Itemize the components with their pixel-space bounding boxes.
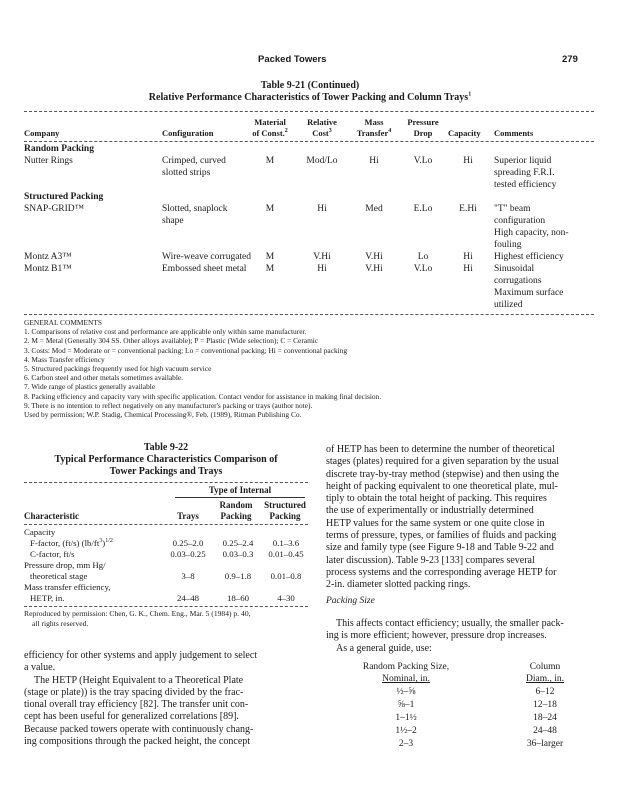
col-header-configuration: Configuration [162,128,214,138]
configuration-cell: Embossed sheet metal [162,264,247,274]
size-cell: 1½–2 [395,726,417,736]
company-cell: Montz A3™ [24,252,72,262]
left-column-text: efficiency for other systems and apply judgement to select a value. The HETP (Height Equivalent to a Theoretical Plate (stage or plate)) is the tray spacing divided by the frac- tional overall tray efficiency [82]. The transfer unit con- cept has been useful for generalized correlations [89]. Because packed towers operate with continuously chang- ing compositions through the packed height, the concept [24,650,258,748]
table-title: Table 9-22 [143,442,189,453]
pressure-drop-cell: Lo [417,252,429,262]
cost-cell: Hi [317,204,327,214]
row-label: C-factor, ft/s [30,549,75,559]
row-label: Capacity [24,527,56,537]
capacity-cell: Hi [463,156,473,166]
company-cell: Montz B1™ [24,264,72,274]
table-notes: GENERAL COMMENTS 1. Comparisons of relative cost and performance are applicable only within same manufacturer. 2. M = Metal (Generally 304 SS. Other alloys available); P = Plastic (Wide selection); C = Ceramic 3. Costs: Mod = Moderate or = conventional packing; Lo = conventional packing; Hi = conventional packing 4. Mass Transfer efficiency 5. Structured packings frequently used for high vacuum service 6. Carbon steel and other metals sometimes available. 7. Wide range of plastics generally available 8. Packing efficiency and capacity vary with specific application. Contact vendor for assistance in making final decision. 9. There is no intention to reflect negatively on any manufacturer's packing or trays (author note). Used by permission; W.P. Stadig, Chemical Processing®, Feb. (1989), Ritman Publishing Co. [24,318,382,420]
running-header: Packed Towers [258,54,327,65]
section-heading: Structured Packing [24,192,104,202]
trays-cell: 0.03–0.25 [170,549,206,559]
table-subtitle: Typical Performance Characteristics Comparison of [54,454,278,465]
trays-cell: 0.25–2.0 [172,538,204,548]
col-header-structured-packing: Structured Packing [264,500,306,521]
col-header-pressure-drop: Pressure Drop [407,117,439,138]
random-cell: 0.25–2.4 [222,538,254,548]
company-cell: SNAP-GRID™ [24,204,84,214]
row-label: Pressure drop, mm Hg/ [24,560,106,570]
page-number: 279 [562,54,578,65]
table-subtitle: Relative Performance Characteristics of Tower Packing and Column Trays$^1$ [148,91,472,103]
divider [24,314,594,315]
diameter-cell: 18–24 [533,713,557,723]
group-header: Type of Internal [208,485,272,495]
comments-cell: Superior liquid spreading F.R.I. tested efficiency [494,156,557,190]
mass-transfer-cell: V.Hi [365,264,383,274]
section-heading: Packing Size [326,596,375,606]
diameter-cell: 6–12 [535,687,555,697]
right-column-text: of HETP has been to determine the number of theoretical stages (plates) required for a given separation by the usual discrete tray-by-tray method (stepwise) and then using the height of packing equivalent to one theoretical plate, mul- tiply to obtain the total height of packing. This requires the use of experimentally or industrially determined HETP values for the same system or one quite close in terms of pressure, types, or families of fluids and packing size and family type (see Figure 9-18 and Table 9-22 and later discussion). Table 9-23 [133] compares several process systems and the corresponding average HETP for 2-in. diameter slotted packing rings. [326,444,559,591]
col-header-comments: Comments [494,128,534,138]
mass-transfer-cell: Hi [369,156,379,166]
company-cell: Nutter Rings [24,156,73,166]
row-label: HETP, in. [30,593,65,603]
material-cell: M [265,204,275,214]
configuration-cell: Crimped, curved slotted strips [162,156,226,178]
divider [24,524,308,525]
divider [175,497,305,498]
random-cell: 0.03–0.3 [222,549,254,559]
size-cell: 2–3 [398,739,414,749]
col-header-relative-cost: Relative Cost$^3$ [307,117,337,138]
trays-cell: 24–48 [177,593,199,603]
divider [24,482,308,483]
packing-size-text: This affects contact efficiency; usually, the smaller pack- ing is more efficient; however, pressure drop increases. As a general guide, use: [326,618,564,654]
col-header-capacity: Capacity [448,128,481,138]
capacity-cell: Hi [463,264,473,274]
row-label: theoretical stage [30,571,88,581]
pressure-drop-cell: V.Lo [413,156,433,166]
row-label: Mass transfer efficiency, [24,582,111,592]
pressure-drop-cell: V.Lo [413,264,433,274]
configuration-cell: Wire-weave corrugated [162,252,252,262]
col-header-company: Company [24,128,60,138]
material-cell: M [265,264,275,274]
mass-transfer-cell: V.Hi [365,252,383,262]
row-label: F-factor, (ft/s) $(lb/ft^3)^{1/2}$ [30,538,113,548]
cost-cell: Hi [317,264,327,274]
col-header-trays: Trays [177,511,199,521]
col-header-material: Material of Const.$^2$ [252,117,288,138]
diameter-cell: 12–18 [533,700,557,710]
col-header-characteristic: Characteristic [24,511,79,521]
comments-cell: "T" beam configuration High capacity, non- fouling [494,204,569,250]
capacity-cell: E.Hi [459,204,477,214]
size-cell: 1–1½ [395,713,417,723]
cost-cell: Mod/Lo [306,156,338,166]
mass-transfer-cell: Med [365,204,383,214]
table-source: Reproduced by permission: Chen, G. K., Chem. Eng., Mar. 5 (1984) p. 40, all rights reserved. [24,609,251,628]
comments-cell: Sinusoidal corrugations Maximum surface utilized [494,264,564,310]
size-cell: ½–⅝ [396,687,416,697]
size-cell: ⅝–1 [397,700,415,710]
col-header-mass-transfer: Mass Transfer$^4$ [356,117,392,138]
material-cell: M [265,252,275,262]
cost-cell: V.Hi [313,252,331,262]
col-header-random-packing: Random Packing [219,500,253,521]
structured-cell: 4–30 [277,593,295,603]
random-cell: 18–60 [227,593,249,603]
diameter-cell: 24–48 [533,726,557,736]
divider [24,141,594,142]
table-subtitle: Tower Packings and Trays [109,466,223,477]
divider [24,606,308,607]
table-title: Table 9-21 (Continued) [260,80,360,91]
capacity-cell: Hi [463,252,473,262]
material-cell: M [265,156,275,166]
structured-cell: 0.01–0.8 [270,571,302,581]
diameter-cell: 36–larger [526,739,564,749]
col-header-size: Random Packing Size, Nominal, in. [362,662,450,684]
comments-cell: Highest efficiency [494,252,564,262]
divider [24,111,594,112]
random-cell: 0.9–1.8 [224,571,252,581]
configuration-cell: Slotted, snaplock shape [162,204,228,226]
pressure-drop-cell: E.Lo [413,204,433,214]
col-header-diameter: Column Diam., in. [526,662,564,684]
structured-cell: 0.1–3.6 [272,538,300,548]
section-heading: Random Packing [24,144,94,154]
trays-cell: 3–8 [181,571,195,581]
structured-cell: 0.01–0.45 [268,549,304,559]
